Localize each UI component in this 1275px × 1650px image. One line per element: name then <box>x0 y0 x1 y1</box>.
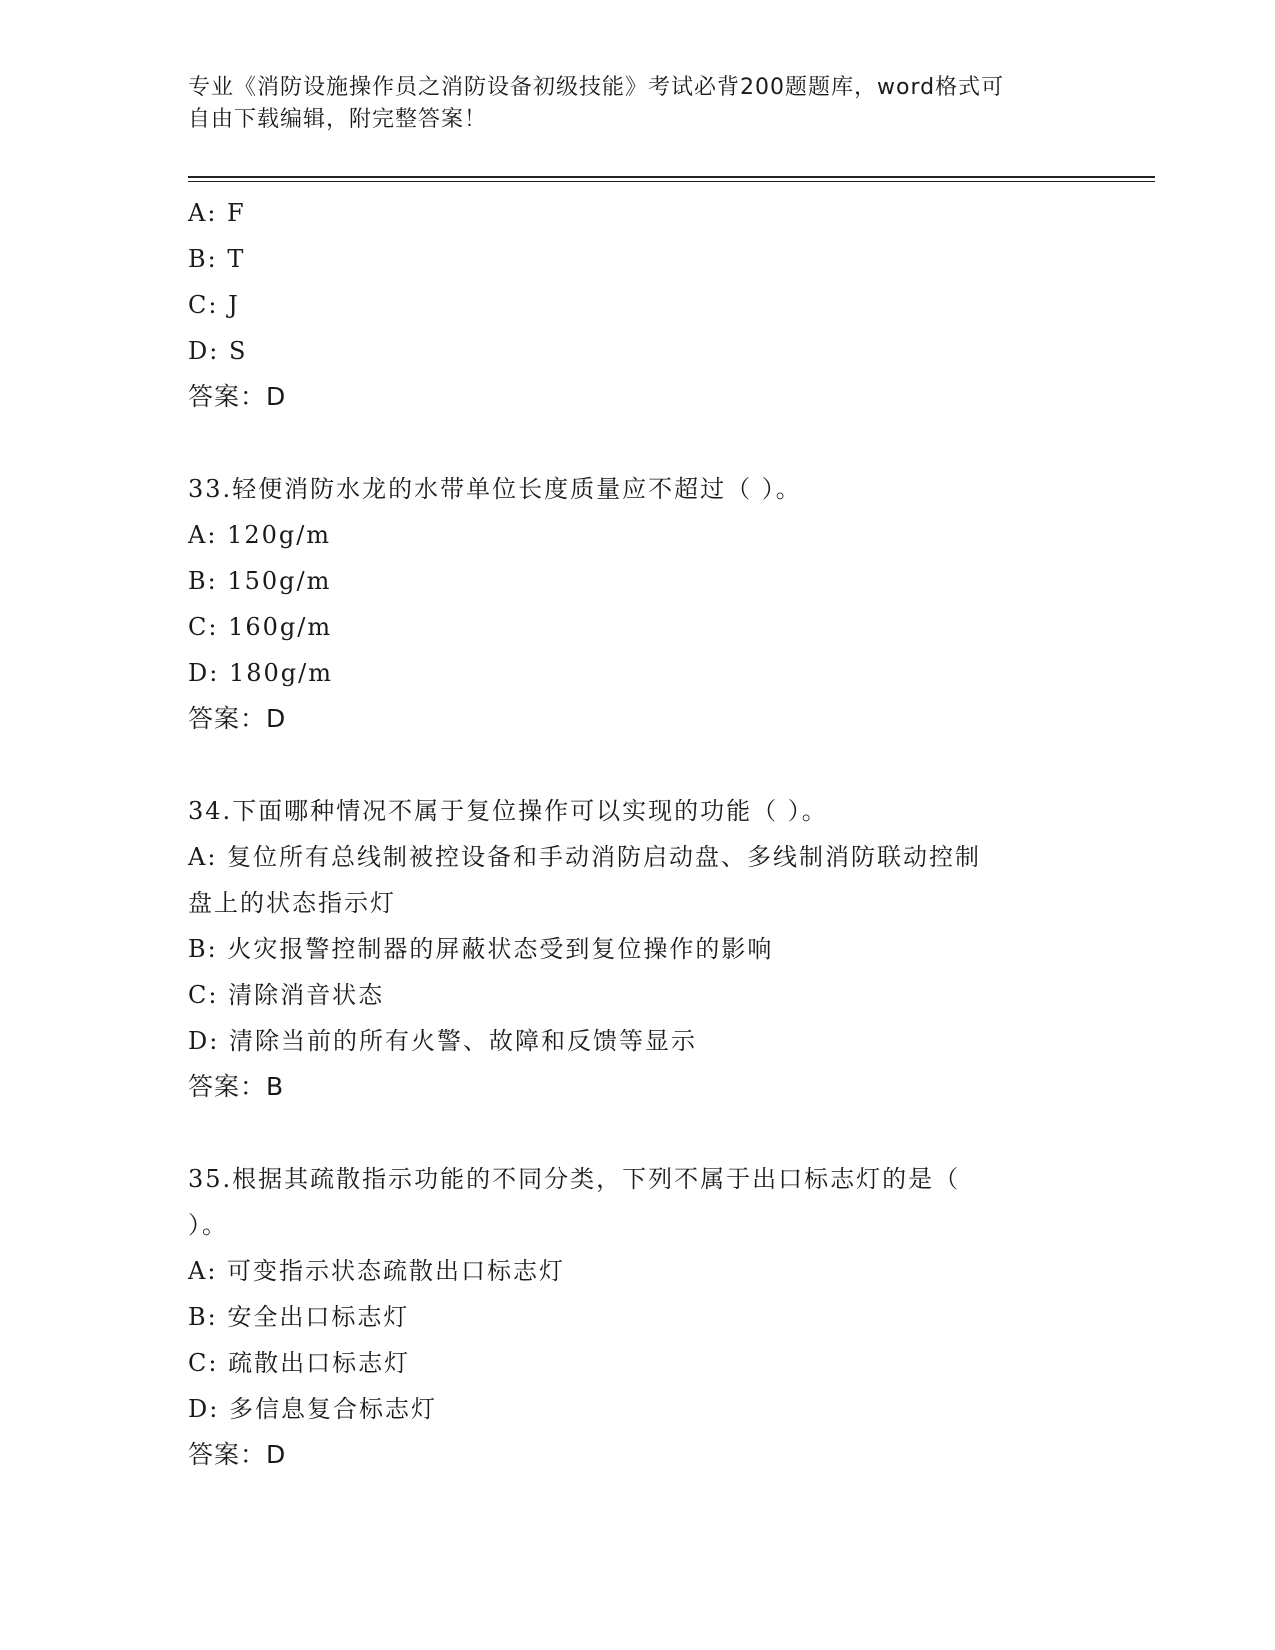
question-text: 34.下面哪种情况不属于复位操作可以实现的功能（ ）。 <box>188 797 828 825</box>
question-text: 33.轻便消防水龙的水带单位长度质量应不超过（ ）。 <box>188 475 802 503</box>
question-block-34 <box>188 788 1088 1110</box>
question-text-continued: ）。 <box>188 1211 228 1239</box>
option-b: B: 安全出口标志灯 <box>188 1303 410 1331</box>
option-c: C: 160g/m <box>188 613 333 641</box>
option-a-continued: 盘上的状态指示灯 <box>188 889 396 917</box>
question-text: 35.根据其疏散指示功能的不同分类，下列不属于出口标志灯的是（ <box>188 1165 961 1193</box>
answer-line: 答案：D <box>188 1440 287 1469</box>
option-c: C: J <box>188 291 240 319</box>
option-b: B: T <box>188 245 246 273</box>
answer-line: 答案：B <box>188 1072 285 1101</box>
answer-line: 答案：D <box>188 382 287 411</box>
option-d: D: 清除当前的所有火警、故障和反馈等显示 <box>188 1027 697 1055</box>
option-d: D: S <box>188 337 248 365</box>
page-header <box>188 72 1068 136</box>
option-c: C: 疏散出口标志灯 <box>188 1349 411 1377</box>
option-a: A: 120g/m <box>188 521 332 549</box>
content-body <box>188 190 1088 1524</box>
option-b: B: 150g/m <box>188 567 332 595</box>
question-block-35 <box>188 1156 1088 1478</box>
option-a: A: 可变指示状态疏散出口标志灯 <box>188 1257 566 1285</box>
answer-line: 答案：D <box>188 704 287 733</box>
option-a: A: F <box>188 199 246 227</box>
header-line-1: 专业《消防设施操作员之消防设备初级技能》考试必背200题题库，word格式可 <box>188 75 1005 100</box>
option-b: B: 火灾报警控制器的屏蔽状态受到复位操作的影响 <box>188 935 774 963</box>
option-a: A: 复位所有总线制被控设备和手动消防启动盘、多线制消防联动控制 <box>188 843 982 871</box>
header-line-2: 自由下载编辑，附完整答案！ <box>188 107 488 132</box>
option-d: D: 多信息复合标志灯 <box>188 1395 437 1423</box>
option-d: D: 180g/m <box>188 659 333 687</box>
option-c: C: 清除消音状态 <box>188 981 385 1009</box>
header-rule-thick <box>188 176 1155 178</box>
header-rule-thin <box>188 181 1155 182</box>
question-block-33 <box>188 466 1088 742</box>
question-block-32 <box>188 190 1088 420</box>
